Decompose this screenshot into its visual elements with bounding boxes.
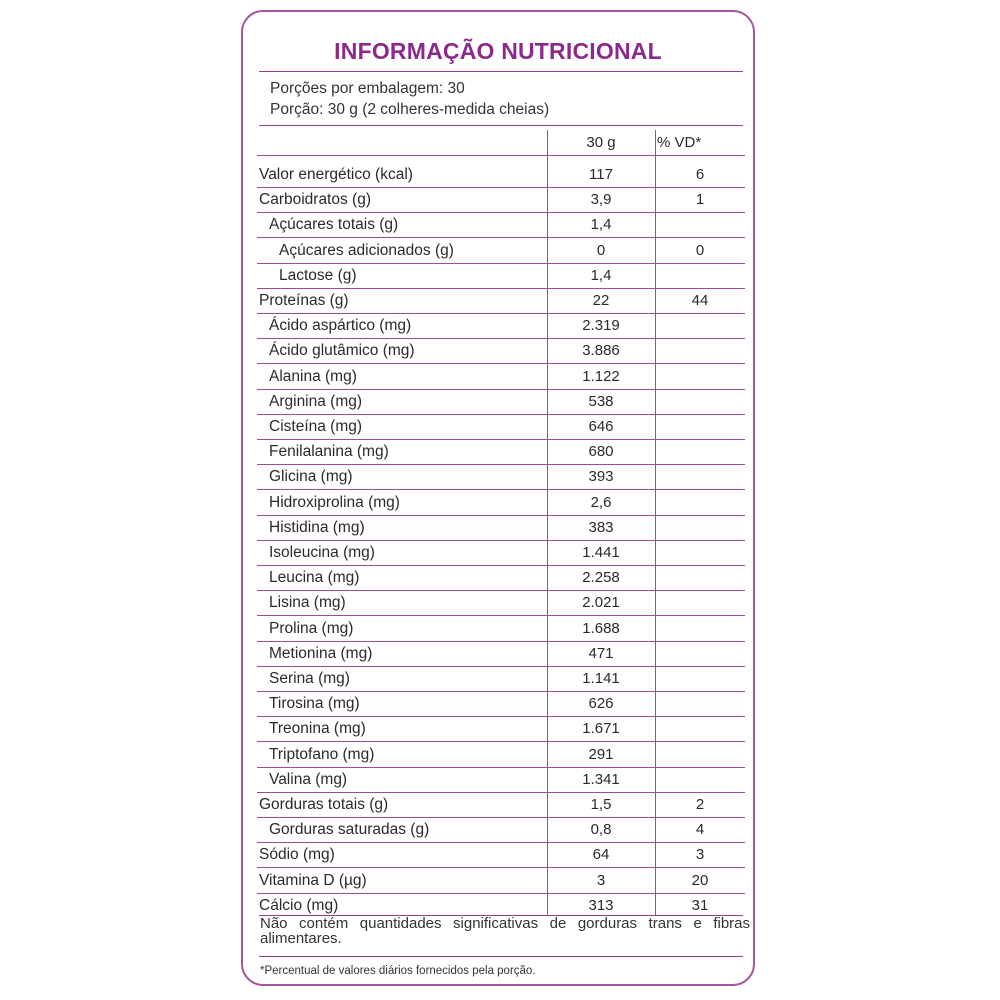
nutrient-name: Tirosina (mg)	[269, 695, 360, 713]
nutrient-name: Gorduras saturadas (g)	[269, 821, 430, 839]
nutrient-amount: 626	[588, 695, 614, 713]
table-row	[257, 414, 745, 440]
servings-per-package: Porções por embalagem: 30	[270, 80, 465, 97]
nutrient-name: Gorduras totais (g)	[259, 796, 389, 813]
table-row	[257, 490, 745, 516]
nutrient-name: Valina (mg)	[269, 770, 348, 788]
table-row	[257, 464, 745, 490]
nutrient-dv	[655, 641, 745, 666]
panel-title: INFORMAÇÃO NUTRICIONAL	[334, 38, 662, 64]
nutrient-dv	[655, 565, 745, 590]
nutrient-name: Hidroxiprolina (mg)	[269, 493, 400, 511]
table-row	[257, 767, 745, 793]
nutrient-name: Açúcares totais (g)	[269, 216, 399, 234]
nutrient-dv	[655, 464, 745, 489]
nutrient-dv: 31	[691, 896, 709, 914]
nutrient-amount: 1.122	[582, 367, 620, 385]
table-row	[257, 187, 745, 213]
nutrient-dv	[655, 313, 745, 338]
table-row	[257, 842, 745, 868]
nutrient-name: Vitamina D (µg)	[259, 871, 367, 889]
nutrient-dv: 1	[695, 191, 705, 209]
column-divider-dv	[655, 130, 656, 916]
table-row	[257, 338, 745, 364]
nutrient-amount: 680	[588, 443, 614, 461]
table-row	[257, 565, 745, 591]
nutrient-amount: 2.319	[582, 317, 620, 335]
table-row	[257, 162, 745, 188]
nutrient-name: Proteínas (g)	[259, 292, 349, 309]
table-row	[257, 212, 745, 238]
title-divider	[259, 71, 743, 72]
nutrient-name: Leucina (mg)	[269, 569, 360, 587]
nutrient-amount: 3,9	[590, 191, 612, 209]
table-row	[257, 389, 745, 415]
nutrient-amount: 3	[596, 871, 606, 889]
nutrient-dv	[655, 263, 745, 288]
nutrient-amount: 2.021	[582, 594, 620, 612]
nutrient-name: Glicina (mg)	[269, 468, 353, 486]
nutrient-name: Prolina (mg)	[269, 619, 354, 637]
nutrient-dv	[655, 490, 745, 515]
nutrition-facts-panel	[241, 10, 755, 986]
nutrient-dv	[655, 364, 745, 389]
nutrient-dv	[655, 540, 745, 565]
nutrient-dv	[655, 666, 745, 691]
table-row	[257, 616, 745, 642]
nutrient-amount: 1,5	[590, 796, 612, 813]
nutrient-dv: 3	[695, 846, 705, 864]
nutrient-amount: 117	[589, 166, 613, 183]
nutrient-name: Carboidratos (g)	[259, 191, 371, 209]
nutrient-dv	[655, 691, 745, 716]
table-row	[257, 364, 745, 390]
note-divider	[259, 956, 743, 957]
nutrient-name: Cisteína (mg)	[269, 418, 363, 435]
nutrient-name: Alanina (mg)	[269, 367, 357, 385]
table-row	[257, 691, 745, 717]
nutrient-amount: 1.141	[582, 670, 620, 687]
table-row	[257, 288, 745, 314]
nutrient-amount: 393	[588, 468, 614, 486]
nutrient-dv: 44	[691, 292, 709, 309]
nutrient-name: Lactose (g)	[279, 266, 357, 284]
nutrient-dv	[655, 414, 745, 439]
nutrient-name: Triptofano (mg)	[269, 745, 375, 763]
nutrient-amount: 3.886	[582, 342, 620, 360]
nutrient-amount: 313	[588, 896, 614, 914]
table-row	[257, 868, 745, 894]
nutrient-dv	[655, 212, 745, 237]
nutrient-name: Ácido glutâmico (mg)	[269, 342, 415, 360]
nutrient-amount: 1.688	[582, 619, 620, 637]
nutrient-name: Ácido aspártico (mg)	[269, 317, 412, 335]
header-amount: 30 g	[586, 134, 616, 151]
nutrient-dv: 6	[695, 166, 705, 183]
nutrient-amount: 1,4	[590, 216, 612, 234]
footnote: *Percentual de valores diários fornecidos pela porção.	[260, 965, 536, 977]
nutrient-amount: 471	[588, 644, 614, 662]
table-header	[257, 130, 745, 156]
nutrient-amount: 22	[592, 292, 610, 309]
nutrient-dv	[655, 389, 745, 414]
nutrient-name: Treonina (mg)	[269, 720, 366, 738]
nutrient-dv	[655, 515, 745, 540]
nutrient-dv	[655, 439, 745, 464]
nutrient-dv: 4	[695, 821, 705, 839]
table-row	[257, 641, 745, 667]
nutrient-name: Arginina (mg)	[269, 392, 363, 410]
nutrient-name: Metionina (mg)	[269, 644, 373, 662]
nutrient-amount: 0,8	[590, 821, 612, 839]
nutrient-dv: 20	[691, 871, 709, 889]
nutrient-name: Lisina (mg)	[269, 594, 346, 612]
nutrient-amount: 2,6	[590, 493, 612, 511]
table-row	[257, 263, 745, 289]
nutrient-name: Isoleucina (mg)	[269, 544, 375, 561]
nutrient-amount: 64	[592, 846, 610, 864]
header-dv: % VD*	[657, 134, 702, 151]
table-row	[257, 590, 745, 616]
table-row	[257, 792, 745, 818]
table-row	[257, 540, 745, 566]
nutrient-amount: 1.671	[582, 720, 620, 738]
nutrient-name: Histidina (mg)	[269, 518, 365, 536]
nutrient-dv	[655, 716, 745, 741]
nutrient-amount: 2.258	[582, 569, 620, 587]
serving-divider	[259, 125, 743, 126]
table-row	[257, 238, 745, 264]
nutrient-dv: 0	[695, 241, 705, 259]
nutrient-amount: 0	[596, 241, 606, 259]
nutrient-dv: 2	[695, 796, 705, 813]
nutrient-name: Açúcares adicionados (g)	[279, 241, 454, 259]
nutrient-name: Cálcio (mg)	[259, 896, 339, 914]
serving-size: Porção: 30 g (2 colheres-medida cheias)	[270, 101, 550, 118]
nutrient-dv	[655, 742, 745, 767]
nutrient-amount: 383	[588, 518, 614, 536]
disclaimer-note: Não contém quantidades significativas de gorduras trans e fibras alimentares.	[260, 915, 750, 947]
nutrient-amount: 646	[588, 418, 614, 435]
nutrient-amount: 1.341	[582, 770, 620, 788]
nutrient-name: Sódio (mg)	[259, 846, 335, 864]
table-row	[257, 817, 745, 843]
table-row	[257, 716, 745, 742]
nutrient-dv	[655, 616, 745, 641]
table-row	[257, 313, 745, 339]
nutrient-dv	[655, 338, 745, 363]
table-row	[257, 666, 745, 692]
table-row	[257, 439, 745, 465]
nutrient-amount: 1,4	[590, 266, 612, 284]
nutrient-name: Valor energético (kcal)	[259, 166, 413, 183]
table-row	[257, 742, 745, 768]
column-divider-amount	[547, 130, 548, 916]
nutrient-dv	[655, 590, 745, 615]
nutrient-amount: 1.441	[582, 544, 620, 561]
nutrient-name: Serina (mg)	[269, 670, 350, 687]
nutrient-amount: 291	[588, 745, 614, 763]
header-name-cell	[259, 130, 549, 155]
nutrient-amount: 538	[588, 392, 614, 410]
nutrient-dv	[655, 767, 745, 792]
nutrient-name: Fenilalanina (mg)	[269, 443, 389, 461]
table-row	[257, 515, 745, 541]
